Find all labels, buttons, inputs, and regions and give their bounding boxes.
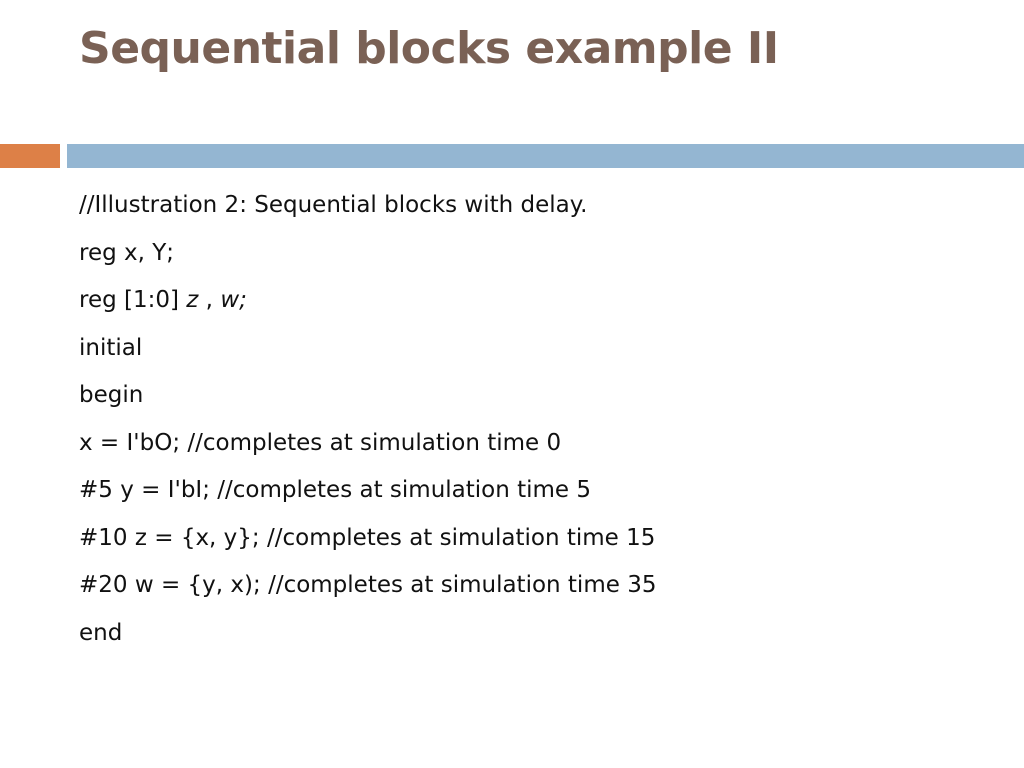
accent-bar-orange <box>0 144 60 168</box>
code-line-end: end <box>79 619 123 646</box>
code-line-assign-z: #10 z = {x, y}; //completes at simulation time 15 <box>79 524 656 551</box>
code-line-reg-z-w: reg [1:0] z , w; <box>79 287 247 313</box>
code-line-assign-x: x = I'bO; //completes at simulation time 0 <box>79 429 562 456</box>
slide-title: Sequential blocks example II <box>79 23 779 74</box>
code-line-reg-x-y: reg x, Y; <box>79 239 175 266</box>
code-line-begin: begin <box>79 382 144 408</box>
accent-bar-blue <box>67 144 1024 168</box>
code-line-initial: initial <box>79 334 143 361</box>
code-comment-line: //Illustration 2: Sequential blocks with delay. <box>79 192 588 218</box>
code-line-assign-y: #5 y = I'bI; //completes at simulation time 5 <box>79 477 592 503</box>
code-body <box>79 182 999 657</box>
code-line-assign-w: #20 w = {y, x); //completes at simulation time 35 <box>79 572 657 598</box>
